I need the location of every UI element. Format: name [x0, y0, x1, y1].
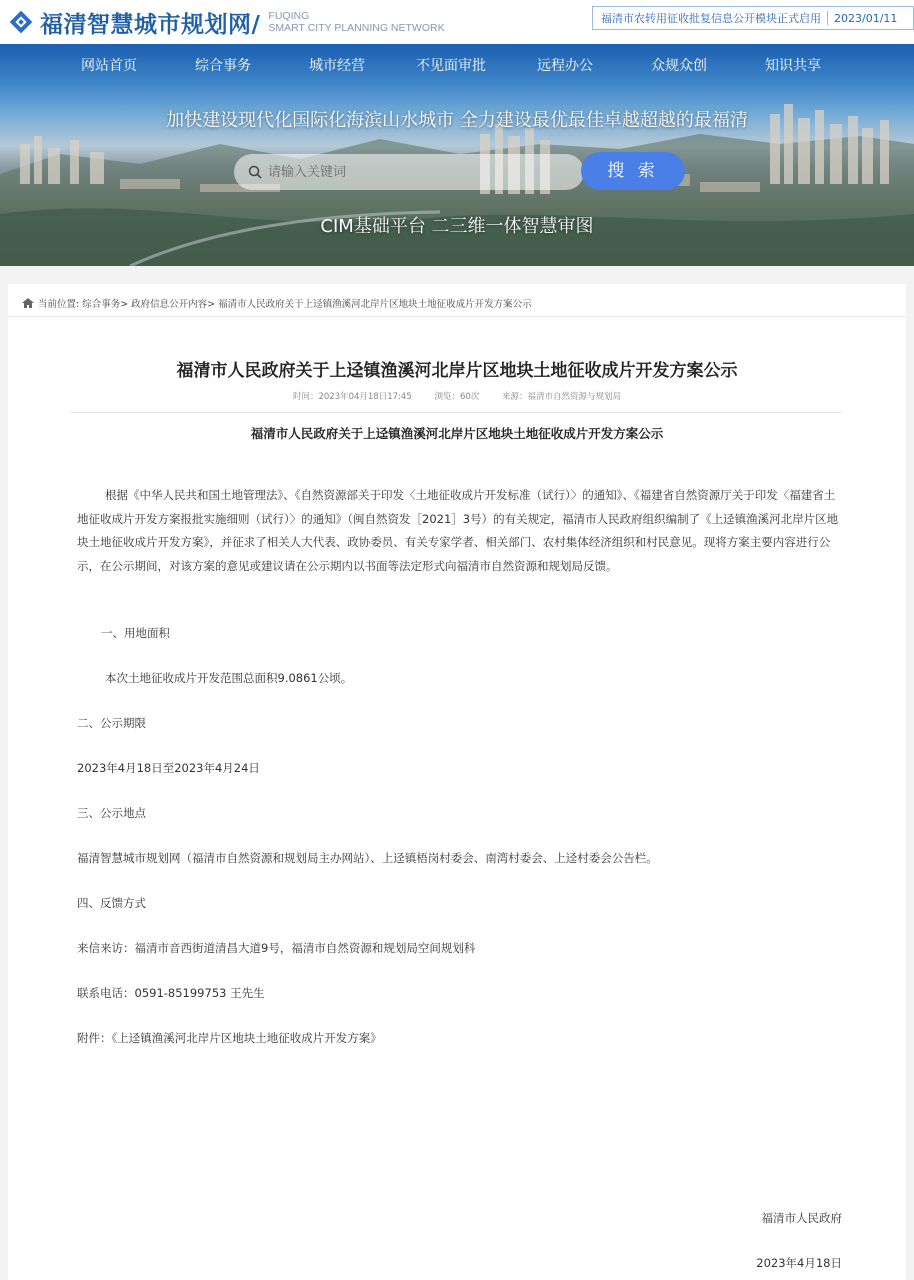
top-header	[0, 0, 914, 44]
breadcrumb-divider	[8, 316, 906, 317]
home-icon	[22, 298, 34, 308]
notice-divider	[827, 11, 828, 25]
cim-platform-link[interactable]: CIM基础平台 二三维一体智慧审图	[320, 216, 594, 237]
search-box	[234, 154, 584, 190]
article-subtitle: 福清市人民政府关于上迳镇渔溪河北岸片区地块土地征收成片开发方案公示	[250, 426, 664, 441]
site-subtitle-line2: SMART CITY PLANNING NETWORK	[268, 22, 445, 34]
banner-slogan: 加快建设现代化国际化海滨山水城市 全力建设最优最佳卓越超越的最福清	[166, 110, 748, 131]
article-views: 浏览：60次	[434, 392, 480, 402]
content-card	[8, 284, 906, 1280]
logo-diamond-icon	[8, 9, 34, 35]
nav-item-remote-office[interactable]: 远程办公	[537, 58, 593, 74]
site-subtitle-line1: FUQING	[268, 10, 310, 22]
section-4-phone: 联系电话：0591-85199753 王先生	[77, 986, 265, 1000]
site-logo[interactable]	[8, 6, 445, 38]
nav-item-knowledge-share[interactable]: 知识共享	[765, 58, 821, 74]
article-time: 时间：2023年04月18日17:45	[292, 392, 412, 402]
signature-date: 2023年4月18日	[756, 1256, 842, 1270]
notice-date: 2023/01/11	[834, 11, 898, 25]
nav-item-remote-approval[interactable]: 不见面审批	[416, 58, 486, 74]
section-3-body: 福清智慧城市规划网（福清市自然资源和规划局主办网站）、上迳镇梧岗村委会、南湾村委会、上迳村委会公告栏。	[77, 851, 658, 865]
site-subtitle	[268, 10, 444, 34]
nav-item-general-affairs[interactable]: 综合事务	[195, 58, 251, 74]
section-2-body: 2023年4月18日至2023年4月24日	[77, 761, 260, 775]
article-meta	[8, 390, 906, 402]
banner	[0, 44, 914, 266]
section-1-heading: 一、用地面积	[101, 626, 170, 640]
attachment-link[interactable]: 附件：《上迳镇渔溪河北岸片区地块土地征收成片开发方案》	[77, 1031, 382, 1045]
nav-item-home[interactable]: 网站首页	[81, 58, 137, 74]
section-4-heading: 四、反馈方式	[77, 896, 146, 910]
notice-text[interactable]: 福清市农转用征收批复信息公开模块正式启用	[601, 12, 821, 25]
section-4-letter: 来信来访：福清市音西街道清昌大道9号，福清市自然资源和规划局空间规划科	[77, 941, 476, 955]
search-input[interactable]	[266, 164, 560, 181]
article-title: 福清市人民政府关于上迳镇渔溪河北岸片区地块土地征收成片开发方案公示	[176, 361, 738, 381]
nav-item-city-management[interactable]: 城市经营	[309, 58, 365, 74]
section-3-heading: 三、公示地点	[77, 806, 146, 820]
site-title: 福清智慧城市规划网/	[40, 11, 261, 38]
signature: 福清市人民政府	[761, 1211, 842, 1225]
search-icon	[248, 165, 262, 179]
section-2-heading: 二、公示期限	[77, 716, 146, 730]
main-nav	[0, 44, 914, 88]
breadcrumb	[22, 296, 532, 310]
search-button[interactable]: 搜 索	[581, 152, 685, 190]
breadcrumb-path[interactable]: 综合事务> 政府信息公开内容> 福清市人民政府关于上迳镇渔溪河北岸片区地块土地征收成片开发方案公示	[82, 299, 532, 310]
article-intro: 根据《中华人民共和国土地管理法》、《自然资源部关于印发〈土地征收成片开发标准（试行）〉的通知》、《福建省自然资源厅关于印发〈福建省土地征收成片开发方案报批实施细则（试行）〉的通知》（闽自然资发［2021］3号）的有关规定，福清市人民政府组织编制了《上迳镇渔溪河北岸片区地块土地征收成片开发方案》，并征求了相关人大代表、政协委员、有关专家学者、相关部门、农村集体经济组织和村民意见。现将方案主要内容进行公示，在公示期间，对该方案的意见或建议请在公示期内以书面等法定形式向福清市自然资源和规划局反馈。	[77, 488, 839, 573]
notice-ticker[interactable]	[592, 6, 914, 30]
section-1-body: 本次土地征收成片开发范围总面积9.0861公顷。	[105, 671, 353, 685]
nav-item-crowd-planning[interactable]: 众规众创	[651, 58, 707, 74]
breadcrumb-prefix: 当前位置:	[38, 299, 80, 310]
article-source: 来源：福清市自然资源与规划局	[501, 392, 621, 402]
meta-divider	[70, 412, 842, 413]
